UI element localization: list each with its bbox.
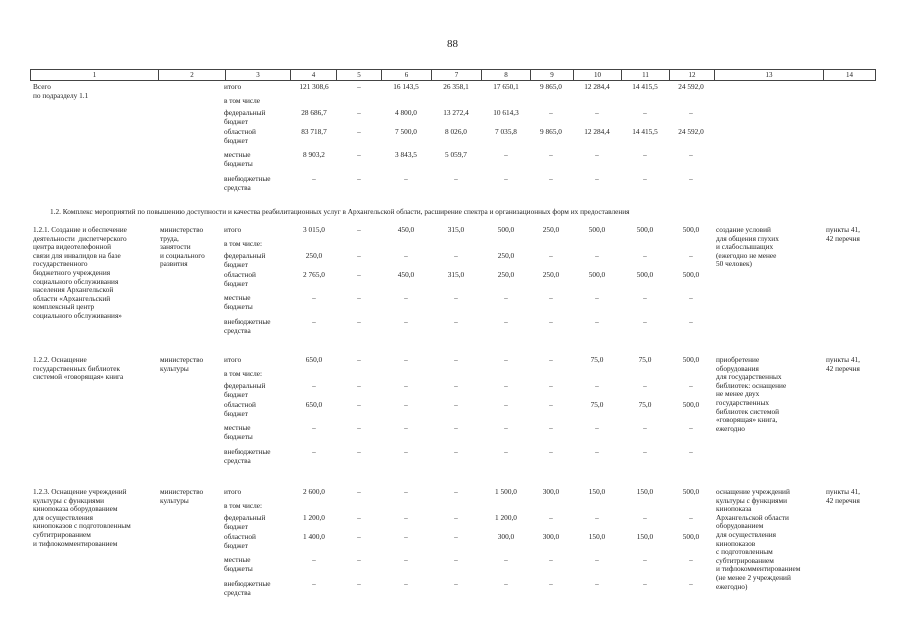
funding-value: – [549,555,553,564]
funding-value: – [454,555,458,564]
funding-value: – [504,381,508,390]
total-block-title: Всего по подразделу 1.1 [33,82,89,100]
funding-value: – [357,513,361,522]
table-header [30,69,876,81]
funding-value: 26 358,1 [443,82,469,91]
funding-value: 250,0 [497,251,515,260]
funding-value: – [504,579,508,588]
funding-value: 150,0 [588,487,606,496]
funding-value: – [312,423,316,432]
expected-result: приобретение оборудования для государственных библиотек: оснащение не менее двух государственных библиотек системой «говорящая» книга, ежегодно [716,355,787,433]
funding-source-label: федеральный бюджет [224,381,266,399]
funding-value: – [549,251,553,260]
funding-value: – [689,447,693,456]
funding-source-label: местные бюджеты [224,423,253,441]
funding-value: 75,0 [638,355,652,364]
funding-value: – [454,447,458,456]
executor: министерство труда, занятости и социального развития [160,225,205,269]
funding-value: 300,0 [497,532,515,541]
funding-value: – [595,108,599,117]
funding-value: – [595,381,599,390]
funding-value: 300,0 [542,487,560,496]
page-number: 88 [447,38,458,50]
measure-name: 1.2.2. Оснащение государственных библиотек системой «говорящая» книга [33,355,124,382]
funding-value: 8 026,0 [445,127,467,136]
header-cell: 2 [158,70,225,80]
funding-value: – [549,150,553,159]
funding-value: 250,0 [305,251,323,260]
funding-value: – [643,423,647,432]
funding-value: 250,0 [497,270,515,279]
funding-value: 500,0 [588,270,606,279]
funding-value: – [689,150,693,159]
funding-value: 28 686,7 [301,108,327,117]
funding-value: – [357,355,361,364]
funding-value: – [357,317,361,326]
funding-value: – [357,293,361,302]
funding-value: – [404,355,408,364]
funding-value: – [689,293,693,302]
funding-source-label: областной бюджет [224,270,256,288]
funding-source-label: федеральный бюджет [224,251,266,269]
funding-value: – [643,174,647,183]
funding-value: – [312,555,316,564]
funding-value: – [404,447,408,456]
funding-value: – [504,317,508,326]
funding-value: 8 903,2 [303,150,325,159]
funding-value: – [404,555,408,564]
header-cell: 1 [30,70,158,80]
funding-source-label: внебюджетные средства [224,579,271,597]
funding-value: – [454,400,458,409]
funding-source-label: местные бюджеты [224,293,253,311]
funding-value: 3 843,5 [395,150,417,159]
funding-value: 3 015,0 [303,225,325,234]
funding-value: 500,0 [682,270,700,279]
funding-value: 650,0 [305,355,323,364]
funding-source-label: в том числе: [224,239,263,248]
funding-value: – [404,381,408,390]
funding-value: – [404,251,408,260]
funding-source-label: областной бюджет [224,127,256,145]
funding-value: 500,0 [682,532,700,541]
basis-reference: пункты 41, 42 перечня [826,487,860,505]
funding-value: – [357,150,361,159]
funding-value: – [357,225,361,234]
funding-value: – [312,174,316,183]
funding-value: – [643,251,647,260]
funding-value: – [504,447,508,456]
funding-value: 2 765,0 [303,270,325,279]
funding-value: – [312,293,316,302]
section-title: 1.2. Комплекс мероприятий по повышению доступности и качества реабилитационных услуг в Архангельской области, расширение спектра и организационных форм их предоставления [50,207,630,216]
funding-value: 1 200,0 [495,513,517,522]
funding-value: – [357,82,361,91]
funding-value: – [504,293,508,302]
funding-value: 500,0 [682,355,700,364]
funding-value: 1 500,0 [495,487,517,496]
header-cell: 5 [336,70,381,80]
funding-value: – [404,317,408,326]
funding-value: – [357,127,361,136]
header-cell: 4 [290,70,336,80]
funding-value: – [357,447,361,456]
executor: министерство культуры [160,355,204,373]
funding-source-label: федеральный бюджет [224,513,266,531]
funding-value: – [312,447,316,456]
funding-value: – [689,423,693,432]
header-cell: 13 [714,70,823,80]
funding-value: – [643,293,647,302]
funding-value: 150,0 [588,532,606,541]
header-cell: 3 [225,70,290,80]
executor: министерство культуры [160,487,204,505]
funding-source-label: федеральный бюджет [224,108,266,126]
funding-source-label: итого [224,355,242,364]
funding-value: – [357,400,361,409]
funding-value: – [404,513,408,522]
basis-reference: пункты 41, 42 перечня [826,225,860,243]
funding-source-label: местные бюджеты [224,555,253,573]
funding-value: – [357,532,361,541]
funding-value: – [404,174,408,183]
funding-value: – [357,108,361,117]
funding-value: – [312,381,316,390]
funding-value: – [689,381,693,390]
funding-source-label: в том числе [224,96,261,105]
funding-source-label: итого [224,225,242,234]
funding-value: 24 592,0 [678,127,704,136]
funding-value: – [454,317,458,326]
funding-value: 500,0 [682,487,700,496]
funding-source-label: внебюджетные средства [224,174,271,192]
funding-value: 500,0 [682,225,700,234]
funding-value: 450,0 [397,270,415,279]
funding-value: – [312,317,316,326]
funding-value: – [549,423,553,432]
measure-name: 1.2.3. Оснащение учреждений культуры с функциями кинопоказа оборудованием для осуществления кинопоказов с подготовленным субтитрированием и тифлокомментированием [33,487,131,548]
funding-value: – [689,513,693,522]
funding-value: 500,0 [636,270,654,279]
funding-value: 4 800,0 [395,108,417,117]
funding-value: – [689,579,693,588]
funding-value: – [454,381,458,390]
funding-value: 75,0 [638,400,652,409]
funding-value: – [549,381,553,390]
funding-value: 2 600,0 [303,487,325,496]
funding-value: – [454,513,458,522]
funding-source-label: в том числе: [224,369,263,378]
funding-value: 5 059,7 [445,150,467,159]
funding-value: 1 200,0 [303,513,325,522]
funding-value: – [504,355,508,364]
header-cell: 14 [823,70,876,80]
funding-value: 14 415,5 [632,82,658,91]
basis-reference: пункты 41, 42 перечня [826,355,860,373]
funding-value: 1 400,0 [303,532,325,541]
funding-value: 16 143,5 [393,82,419,91]
funding-source-label: внебюджетные средства [224,317,271,335]
funding-value: 10 614,3 [493,108,519,117]
funding-value: – [357,270,361,279]
funding-source-label: областной бюджет [224,400,256,418]
funding-value: 650,0 [305,400,323,409]
funding-value: – [357,174,361,183]
funding-value: – [454,174,458,183]
funding-value: 9 865,0 [540,82,562,91]
funding-value: 500,0 [497,225,515,234]
funding-value: – [357,423,361,432]
funding-value: – [549,108,553,117]
funding-value: – [643,555,647,564]
funding-value: 14 415,5 [632,127,658,136]
funding-value: – [504,150,508,159]
funding-value: – [595,251,599,260]
header-cell: 9 [530,70,573,80]
funding-value: – [404,487,408,496]
funding-value: 24 592,0 [678,82,704,91]
funding-value: 17 650,1 [493,82,519,91]
funding-value: – [454,487,458,496]
funding-value: 500,0 [636,225,654,234]
funding-value: – [595,423,599,432]
funding-value: – [595,447,599,456]
funding-value: 150,0 [636,487,654,496]
funding-value: – [549,579,553,588]
funding-value: – [357,555,361,564]
funding-value: – [643,381,647,390]
funding-value: – [689,555,693,564]
funding-value: – [689,174,693,183]
funding-value: – [404,293,408,302]
funding-value: – [689,108,693,117]
funding-value: 121 308,6 [299,82,329,91]
funding-value: 150,0 [636,532,654,541]
expected-result: оснащение учреждений культуры с функциями кинопоказа Архангельской области оборудованием для осуществления кинопоказов с подготовленным субтитрированием и тифлокомментированием (не менее 2 учреждений ежегодно) [716,487,801,591]
funding-value: – [357,487,361,496]
funding-value: 9 865,0 [540,127,562,136]
funding-value: – [689,317,693,326]
funding-value: – [549,317,553,326]
funding-value: – [643,513,647,522]
funding-source-label: итого [224,82,242,91]
funding-value: 75,0 [590,400,604,409]
funding-value: – [454,251,458,260]
funding-value: – [549,293,553,302]
funding-value: – [549,355,553,364]
header-cell: 10 [573,70,621,80]
funding-value: – [404,400,408,409]
funding-value: 7 500,0 [395,127,417,136]
header-cell: 12 [669,70,714,80]
funding-value: – [357,579,361,588]
funding-value: – [595,555,599,564]
funding-source-label: в том числе: [224,501,263,510]
funding-value: – [643,108,647,117]
funding-value: 250,0 [542,270,560,279]
funding-value: – [595,293,599,302]
funding-value: – [643,579,647,588]
funding-value: 250,0 [542,225,560,234]
funding-source-label: областной бюджет [224,532,256,550]
funding-value: – [643,150,647,159]
funding-value: – [643,447,647,456]
funding-value: – [357,381,361,390]
measure-name: 1.2.1. Создание и обеспечение деятельности диспетчерского центра видеотелефонной связи для инвалидов на базе государственного бюджетного учреждения социального обслуживания населения Архангельской области «Архангельский комплексный центр социального обслуживания» [33,225,127,320]
funding-value: – [454,293,458,302]
funding-value: – [404,532,408,541]
header-cell: 7 [431,70,481,80]
funding-value: – [549,513,553,522]
funding-value: – [454,423,458,432]
funding-value: – [504,400,508,409]
funding-value: – [595,513,599,522]
funding-value: – [454,532,458,541]
funding-value: 13 272,4 [443,108,469,117]
funding-value: – [454,355,458,364]
header-cell: 8 [481,70,530,80]
funding-value: – [595,150,599,159]
funding-value: – [595,317,599,326]
funding-value: 315,0 [447,225,465,234]
funding-value: 12 284,4 [584,127,610,136]
funding-value: – [404,423,408,432]
funding-value: 450,0 [397,225,415,234]
funding-source-label: местные бюджеты [224,150,253,168]
funding-value: 75,0 [590,355,604,364]
funding-value: 500,0 [588,225,606,234]
funding-value: – [549,174,553,183]
funding-source-label: внебюджетные средства [224,447,271,465]
funding-value: – [357,251,361,260]
funding-value: 500,0 [682,400,700,409]
funding-value: – [549,400,553,409]
funding-value: – [404,579,408,588]
expected-result: создание условий для общения глухих и слабослышащих (ежегодно не менее 50 человек) [716,225,779,269]
funding-value: – [643,317,647,326]
funding-value: 83 718,7 [301,127,327,136]
funding-value: – [504,423,508,432]
funding-value: – [454,579,458,588]
funding-value: 12 284,4 [584,82,610,91]
funding-value: – [549,447,553,456]
funding-value: – [312,579,316,588]
funding-value: – [504,555,508,564]
funding-value: – [689,251,693,260]
header-cell: 6 [381,70,431,80]
funding-source-label: итого [224,487,242,496]
funding-value: – [595,174,599,183]
funding-value: 315,0 [447,270,465,279]
funding-value: 7 035,8 [495,127,517,136]
funding-value: 300,0 [542,532,560,541]
funding-value: – [504,174,508,183]
header-cell: 11 [621,70,669,80]
funding-value: – [595,579,599,588]
